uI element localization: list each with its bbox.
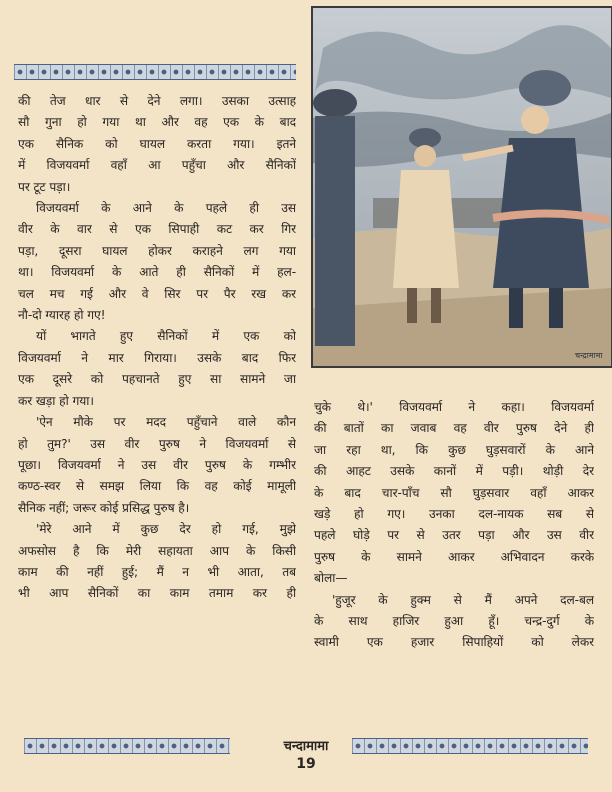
left-line: कण्ठ-स्वर से समझ लिया कि वह कोई मामूली — [18, 479, 296, 494]
left-line: था। विजयवर्मा के आते ही सैनिकों में हल- — [18, 265, 296, 280]
left-line: एक सैनिक को घायल करता गया। इतने — [18, 136, 296, 151]
right-line: की बातों का जवाब वह वीर पुरुष देने ही — [314, 421, 594, 436]
left-line: अफसोस है कि मेरी सहायता आप के किसी — [18, 543, 296, 558]
left-line: भी आप सैनिकों का काम तमाम कर ही — [18, 586, 296, 601]
left-line: में विजयवर्मा वहाँ आ पहुँचा और सैनिकों — [18, 158, 296, 173]
right-line: के साथ हाजिर हुआ हूँ। चन्द्र-दुर्ग के — [314, 614, 594, 629]
left-line: हो तुम?' उस वीर पुरुष ने विजयवर्मा से — [18, 436, 296, 451]
magazine-name: चन्दामामा — [283, 739, 329, 754]
right-line: चुके थे।' विजयवर्मा ने कहा। विजयवर्मा — [314, 400, 594, 414]
artist-signature: चन्द्रामामा — [575, 351, 603, 360]
left-line: विजयवर्मा के आने के पहले ही उस — [36, 201, 296, 216]
left-line: एक दूसरे को पहचानते हुए सा सामने जा — [18, 372, 296, 387]
right-line: की आहट उसके कानों में पड़ी। थोड़ी देर — [314, 464, 594, 479]
top-decorative-border — [14, 64, 296, 80]
left-line: सैनिक नहीं; जरूर कोई प्रसिद्ध पुरुष है। — [18, 500, 190, 515]
left-line: काम की नहीं हुई; मैं न भी आता, तब — [18, 564, 296, 579]
left-line: पर टूट पड़ा। — [18, 179, 71, 194]
left-line: पड़ा, दूसरा घायल होकर कराहने लग गया — [18, 243, 296, 258]
left-line: 'मेरे आने में कुछ देर हो गई, मुझे — [36, 522, 296, 537]
illustration-warriors-scene-icon — [313, 8, 611, 366]
left-line: 'ऐन मौके पर मदद पहुँचाने वाले कौन — [36, 415, 296, 430]
left-line: विजयवर्मा ने मार गिराया। उसके बाद फिर — [18, 350, 296, 365]
right-line: खड़े हो गए। उनका दल-नायक सब से — [314, 507, 594, 522]
right-text-column — [314, 397, 594, 654]
right-line: जा रहा था, कि कुछ घुड़सवारों के आने — [314, 442, 594, 457]
right-line: 'हुजूर के हुक्म से मैं अपने दल-बल — [332, 592, 594, 607]
left-text-column — [18, 91, 296, 605]
left-line: यों भागते हुए सैनिकों में एक को — [36, 329, 296, 344]
right-line: पहले घोड़े पर से उतर पड़ा और उस वीर — [314, 528, 594, 543]
right-line: पुरुष के सामने आकर अभिवादन करके — [314, 549, 594, 564]
left-line: वीर के वार से एक सिपाही कट कर गिर — [18, 222, 296, 237]
left-line: कर खड़ा हो गया। — [18, 393, 94, 408]
page-number: 19 — [296, 756, 316, 772]
left-line: नौ-दो ग्यारह हो गए! — [18, 308, 106, 323]
right-line: बोला— — [314, 571, 348, 586]
left-line: सौ गुना हो गया था और वह एक के बाद — [18, 115, 296, 130]
left-line: की तेज धार से देने लगा। उसका उत्साह — [18, 94, 296, 108]
right-line: के बाद चार-पाँच सौ घुड़सवार वहाँ आकर — [314, 485, 594, 500]
left-line: चल मच गई और वे सिर पर पैर रख कर — [18, 286, 296, 301]
left-line: पूछा। विजयवर्मा ने उस वीर पुरुष के गम्भीर — [18, 457, 296, 472]
right-line: स्वामी एक हजार सिपाहियों को लेकर — [314, 635, 594, 650]
story-illustration — [311, 6, 612, 368]
